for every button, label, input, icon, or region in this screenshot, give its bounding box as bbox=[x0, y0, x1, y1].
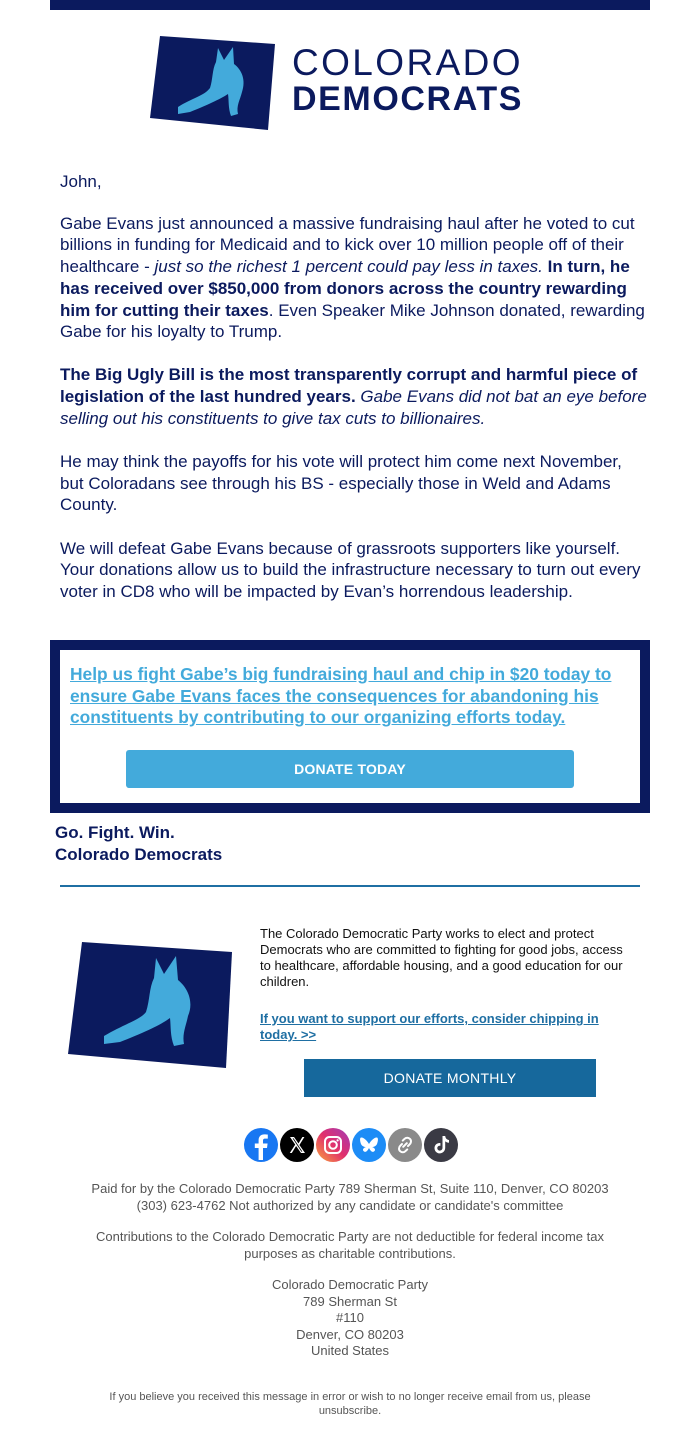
link-icon[interactable] bbox=[388, 1128, 422, 1162]
paid-for-line-1: Paid for by the Colorado Democratic Party 789 Sherman St, Suite 110, Denver, CO 80203 bbox=[91, 1181, 609, 1196]
paragraph-defeat: We will defeat Gabe Evans because of grassroots supporters like yourself. Your donations allow us to build the infrastructure necessary to turn out every voter in CD8 who will be impacted by Evan’s horrendous leadership. bbox=[60, 538, 641, 602]
x-icon[interactable] bbox=[280, 1128, 314, 1162]
address-line: Colorado Democratic Party bbox=[271, 1277, 429, 1292]
instagram-icon[interactable] bbox=[316, 1128, 350, 1162]
tax-line-2: purposes as charitable contributions. bbox=[244, 1245, 456, 1261]
signoff-org: Colorado Democrats bbox=[55, 845, 223, 864]
address-line: Denver, CO 80203 bbox=[296, 1326, 404, 1342]
paid-for-line-2: (303) 623-4762 Not authorized by any candidate or candidate's committee bbox=[136, 1197, 564, 1213]
mailing-address bbox=[50, 1277, 650, 1360]
colorado-democrats-logo[interactable] bbox=[150, 34, 550, 134]
unsubscribe-line-1: If you believe you received this message in error or wish to no longer receive email from us, please bbox=[109, 1391, 591, 1403]
p1-italic: just so the richest 1 percent could pay less in taxes. bbox=[154, 257, 543, 277]
paid-for-disclaimer bbox=[50, 1181, 650, 1214]
address-line: #110 bbox=[336, 1310, 364, 1326]
social-links bbox=[244, 1128, 458, 1162]
p2-bold: The Big Ugly Bill is the most transparently corrupt and harmful piece of legislation of the last hundred years. bbox=[60, 365, 638, 407]
header-bar bbox=[50, 0, 650, 10]
divider bbox=[60, 885, 640, 887]
p1-text-d: . Even Speaker Mike Johnson donated, rewarding Gabe for his loyalty to Trump. bbox=[60, 300, 645, 342]
bluesky-icon[interactable] bbox=[352, 1128, 386, 1162]
unsubscribe-notice bbox=[50, 1390, 650, 1418]
footer-blurb: The Colorado Democratic Party works to elect and protect Democrats who are committed to fighting for good jobs, access to healthcare, affordable housing, and a good education for our children. bbox=[260, 926, 623, 989]
footer-logo[interactable] bbox=[68, 940, 234, 1070]
logo-line-colorado: COLORADO bbox=[292, 42, 523, 83]
p2-italic: Gabe Evans did not bat an eye before selling out his constituents to give tax cuts to billionaires. bbox=[60, 387, 647, 428]
tax-line-1: Contributions to the Colorado Democratic Party are not deductible for federal income tax bbox=[96, 1229, 604, 1244]
logo-line-democrats: DEMOCRATS bbox=[292, 80, 523, 118]
paragraph-payoffs: He may think the payoffs for his vote will protect him come next November, but Coloradans see through his BS - especially those in Weld and Adams County. bbox=[60, 452, 622, 515]
greeting: John, bbox=[60, 172, 102, 191]
facebook-icon[interactable] bbox=[244, 1128, 278, 1162]
cta-donate-link[interactable]: Help us fight Gabe’s big fundraising haul and chip in $20 today to ensure Gabe Evans faces the consequences for abandoning his constituents by contributing to our organizing efforts today. bbox=[70, 664, 612, 728]
email-body bbox=[60, 171, 650, 624]
signoff bbox=[55, 822, 222, 866]
tax-disclaimer bbox=[50, 1229, 650, 1262]
tiktok-icon[interactable] bbox=[424, 1128, 458, 1162]
support-link[interactable]: If you want to support our efforts, consider chipping in today. >> bbox=[260, 1011, 599, 1042]
donate-monthly-button[interactable]: DONATE MONTHLY bbox=[304, 1059, 596, 1097]
address-line: 789 Sherman St bbox=[303, 1293, 397, 1309]
p1-text-a: Gabe Evans just announced a massive fundraising haul after he voted to cut billions in funding for Medicaid and to kick over 10 million people off of their healthcare - bbox=[60, 213, 635, 277]
signoff-slogan: Go. Fight. Win. bbox=[55, 823, 175, 842]
paragraph-fundraising-haul bbox=[60, 213, 650, 343]
donate-today-button[interactable]: DONATE TODAY bbox=[126, 750, 574, 788]
cta-box bbox=[50, 640, 650, 813]
paragraph-big-ugly-bill bbox=[60, 364, 650, 429]
donkey-state-logo-icon bbox=[150, 34, 280, 134]
p1-bold: In turn, he has received over $850,000 from donors across the country rewarding him for cutting their taxes bbox=[60, 257, 630, 320]
footer-donkey-icon bbox=[68, 940, 234, 1070]
unsubscribe-link[interactable]: unsubscribe. bbox=[318, 1405, 382, 1417]
address-line: United States bbox=[310, 1343, 390, 1359]
